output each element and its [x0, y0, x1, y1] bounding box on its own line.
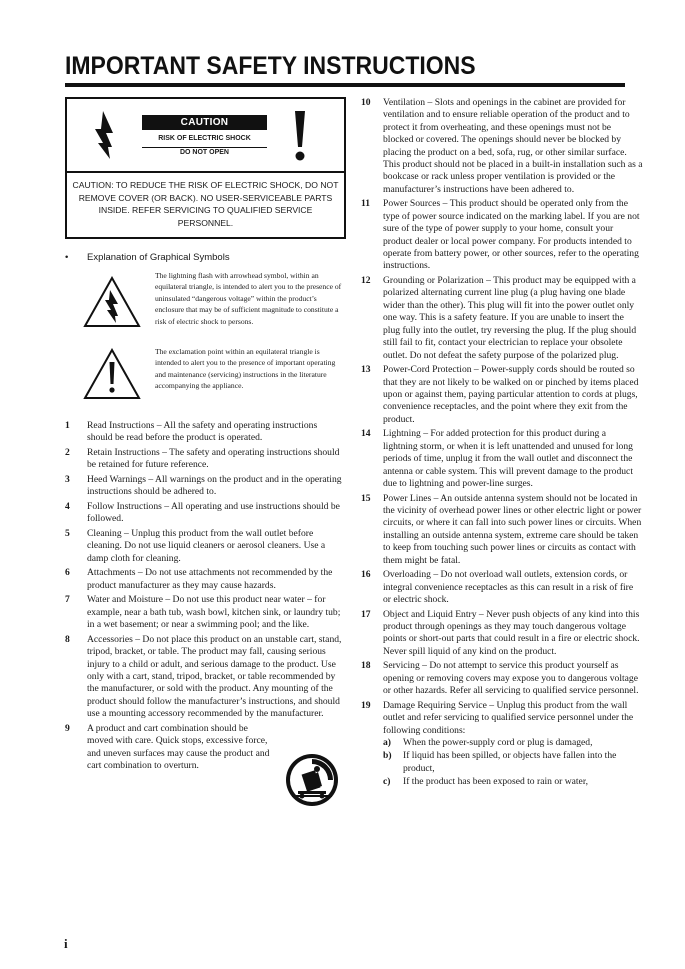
item-number: 7 — [65, 594, 70, 606]
sub-item-text: When the power-supply cord or plug is damaged, — [403, 737, 593, 748]
item-number: 3 — [65, 474, 70, 485]
list-item — [361, 569, 643, 606]
item-text: Damage Requiring Service – Unplug this product from the wall outlet and refer servicing to qualified service personnel under the following conditions: — [383, 699, 634, 736]
list-item — [65, 634, 345, 721]
list-item — [65, 528, 345, 565]
sub-item-letter: b) — [383, 750, 392, 762]
item-text: Ventilation – Slots and openings in the cabinet are provided for ventilation and to ensure reliable operation of the product and to protect it from overheating, and these openings must not be blocked or covered. The openings should never be blocked by placing the product on a bed, sofa, rug, or other similar surface. This product should not be placed in a built-in installation such as a bookcase or rack unless proper ventilation is provided or the manufacturer’s instructions have been adhered to. — [383, 97, 643, 195]
item-number: 13 — [361, 364, 371, 376]
symbols-heading: Explanation of Graphical Symbols — [87, 252, 230, 263]
caution-box — [65, 97, 346, 239]
list-item — [361, 700, 643, 789]
item-number: 10 — [361, 97, 371, 108]
sub-item — [383, 750, 643, 775]
caution-sub-2: DO NOT OPEN — [179, 149, 229, 156]
item-text: Heed Warnings – All warnings on the product and in the operating instructions should be adhered to. — [87, 474, 342, 498]
item-text: Object and Liquid Entry – Never push objects of any kind into this product through openings as they may touch dangerous voltage points or short-out parts that could result in a fire or electric shock. Never spill liquid of any kind on the product. — [383, 608, 640, 657]
sub-item — [383, 737, 643, 749]
list-item — [65, 474, 345, 499]
item-text: Servicing – Do not attempt to service this product yourself as opening or removing covers may expose you to dangerous voltage or other hazards. Refer all servicing to qualified service personnel. — [383, 660, 639, 697]
lightning-triangle-icon — [83, 276, 141, 328]
list-item — [65, 501, 345, 526]
item-number: 5 — [65, 528, 70, 539]
page-number: i — [64, 936, 68, 951]
item-text: Overloading – Do not overload wall outlets, extension cords, or integral convenience receptacles as this can result in a risk of fire or electric shock. — [383, 569, 634, 605]
exclamation-triangle-icon — [83, 348, 141, 400]
item-number: 11 — [361, 198, 371, 210]
item-text: Grounding or Polarization – This product may be equipped with a polarized alternating current line plug (a plug having one blade wider than the other). This plug will fit into the power outlet only one way. This is a safety feature. If you are unable to insert the plug fully into the outlet, try reversing the plug. If the plug should still fail to fit, contact your electrician to replace your obsolete outlet. Do not defeat the safety purpose of the polarized plug. — [383, 275, 637, 361]
item-number: 15 — [361, 492, 371, 504]
exclamation-warning-icon — [285, 109, 315, 163]
item-text: A product and cart combination should be moved with care. Quick stops, excessive force, and uneven surfaces may cause the product and cart combination to overturn. — [87, 722, 270, 772]
list-item — [65, 594, 345, 631]
item-text: Attachments – Do not use attachments not recommended by the product manufacturer as they may cause hazards. — [87, 567, 333, 591]
item-number: 4 — [65, 501, 70, 512]
caution-text: CAUTION: TO REDUCE THE RISK OF ELECTRIC SHOCK, DO NOT REMOVE COVER (OR BACK). NO USER-SERVICEABLE PARTS INSIDE. REFER SERVICING TO QUALIFIED SERVICE PERSONNEL. — [72, 180, 339, 228]
lightning-warning-icon — [89, 109, 119, 161]
item-number: 6 — [65, 567, 70, 579]
sub-item-letter: c) — [383, 776, 391, 788]
list-item — [65, 567, 345, 592]
list-item — [361, 275, 643, 362]
item-number: 9 — [65, 722, 70, 734]
caution-sub-1: RISK OF ELECTRIC SHOCK — [142, 133, 267, 148]
caution-label: CAUTION — [142, 115, 267, 130]
item-number: 16 — [361, 569, 371, 581]
page-title: IMPORTANT SAFETY INSTRUCTIONS — [65, 52, 476, 80]
list-item — [361, 198, 643, 272]
bullet: • — [65, 252, 69, 263]
sub-item-text: If the product has been exposed to rain or water, — [403, 776, 589, 788]
item-text: Power-Cord Protection – Power-supply cords should be routed so that they are not likely to be walked on or pinched by items placed upon or against them, paying particular attention to cords at plugs, convenience receptacles, and the point where they exit from the product. — [383, 364, 639, 425]
sub-item-letter: a) — [383, 737, 391, 748]
item-text: Retain Instructions – The safety and operating instructions should be retained for future reference. — [87, 447, 340, 471]
list-item — [361, 364, 643, 426]
item-text: Accessories – Do not place this product on an unstable cart, stand, tripod, bracket, or table. The product may fall, causing serious injury to a child or adult, and serious damage to the product. Use only with a cart, stand, tripod, bracket, or table recommended by the manufacturer, or sold with the product. Any mounting of the product should follow the manufacturer’s instructions, and should use a mounting accessory recommended by the manufacturer. — [87, 633, 342, 720]
item-number: 2 — [65, 447, 70, 458]
list-item — [361, 660, 643, 697]
caution-header — [67, 99, 344, 173]
item-text: Cleaning – Unplug this product from the wall outlet before cleaning. Do not use liquid cleaners or aerosol cleaners. Use a damp cloth for cleaning. — [87, 528, 326, 564]
caution-label-block — [142, 115, 267, 158]
instructions-list-right — [361, 97, 643, 791]
item-number: 17 — [361, 608, 371, 620]
list-item — [65, 420, 345, 445]
list-item — [361, 97, 643, 196]
item-number: 1 — [65, 420, 70, 431]
item-text: Read Instructions – All the safety and operating instructions should be read before the product is operated. — [87, 420, 318, 444]
sub-item — [383, 776, 643, 788]
cart-warning-icon — [284, 752, 340, 808]
list-item — [361, 428, 643, 490]
lightning-symbol-description: The lightning flash with arrowhead symbol, within an equilateral triangle, is intended to alert you to the presence of uninsulated “dangerous voltage” within the product’s enclosure that may be of sufficient magnitude to constitute a risk of electric shock to persons. — [155, 271, 342, 326]
list-item — [361, 493, 643, 567]
item-number: 12 — [361, 275, 371, 287]
item-text: Water and Moisture – Do not use this product near water – for example, near a bath tub, wash bowl, kitchen sink, or laundry tub; in a wet basement; or near a swimming pool; and the like. — [87, 594, 341, 631]
item-text: Lightning – For added protection for this product during a lightning storm, or when it is left unattended and unused for long periods of time, unplug it from the wall outlet and disconnect the antenna or cable system. This will prevent damage to the product due to lightning and power-line surges. — [383, 428, 633, 489]
instructions-list-left — [65, 420, 345, 775]
item-number: 8 — [65, 633, 70, 645]
sub-item-text: If liquid has been spilled, or objects have fallen into the product, — [403, 750, 617, 774]
item-text: Power Lines – An outside antenna system should not be located in the vicinity of overhead power lines or other electric light or power circuits, or where it can fall into such power lines or circuits. When installing an outside antenna system, extreme care should be taken to keep from touching such power lines or circuits as contact with them might be fatal. — [383, 492, 642, 566]
item-text: Power Sources – This product should be operated only from the type of power source indicated on the marking label. If you are not sure of the type of power supply to your home, consult your product dealer or local power company. For products intended to operate from battery power, or other sources, refer to the operating instructions. — [383, 198, 640, 272]
exclamation-symbol-description: The exclamation point within an equilateral triangle is intended to alert you to the presence of important operating and maintenance (servicing) instructions in the literature accompanying the appliance. — [155, 347, 336, 391]
item-number: 19 — [361, 699, 371, 711]
title-rule — [65, 83, 625, 87]
list-item — [65, 447, 345, 472]
item-number: 14 — [361, 428, 371, 440]
item-text: Follow Instructions – All operating and use instructions should be followed. — [87, 501, 340, 525]
list-item — [361, 609, 643, 659]
item-number: 18 — [361, 660, 371, 672]
